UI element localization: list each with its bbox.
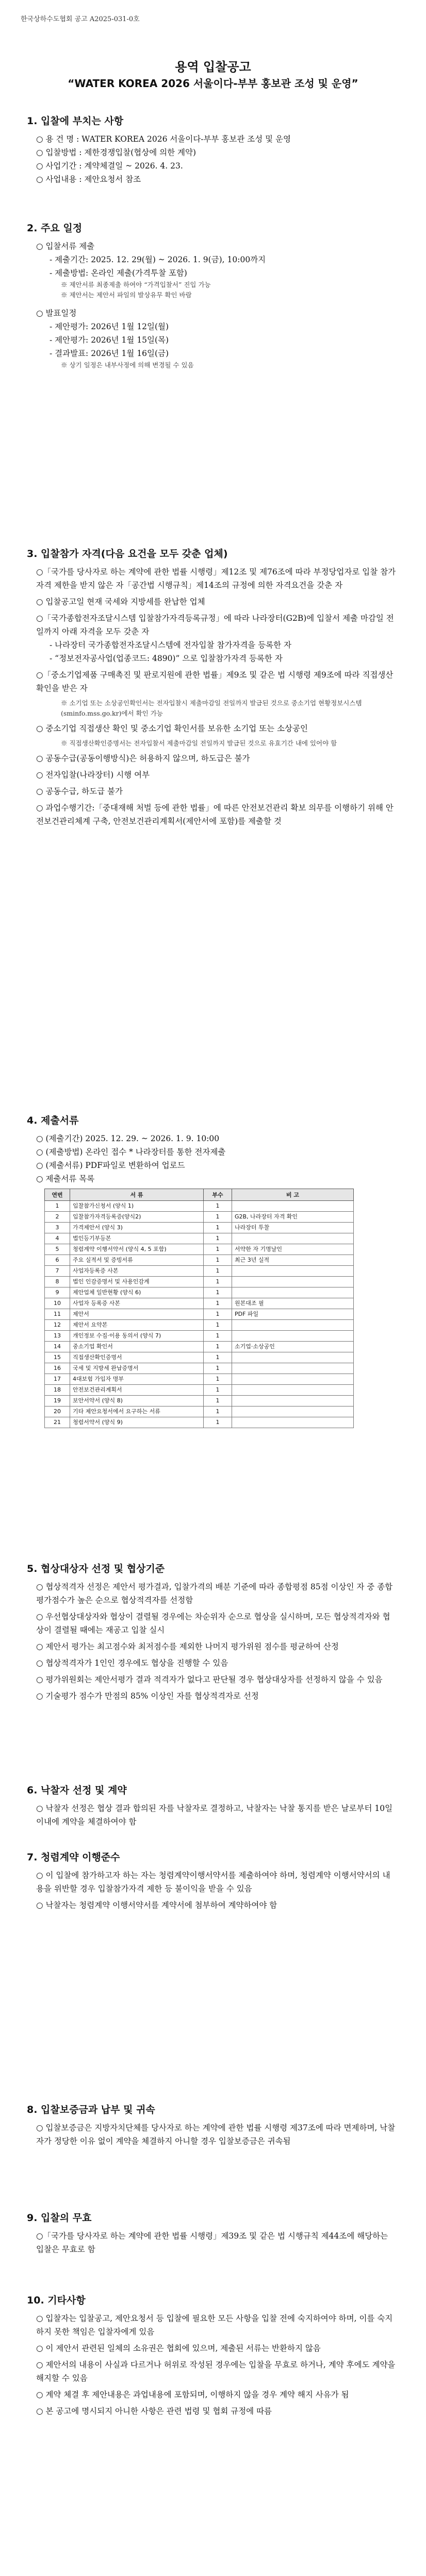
table-row <box>45 1287 354 1298</box>
col-header: 부수 <box>204 1189 232 1201</box>
table-cell: 16 <box>45 1363 70 1374</box>
s3-para: ○「국가를 당사자로 하는 계약에 관한 법률 시행령」제12조 및 제76조에 따라 부정당업자로 입찰 참가 자격 제한을 받지 않은 자「공간법 시행규칙」제14조의 규정에 의한 자격요건을 갖춘 자 <box>36 567 396 590</box>
section-3-heading: 3. 입찰참가 자격(다음 요건을 모두 갖춘 업체) <box>27 548 228 560</box>
section-9 <box>0 2210 426 2256</box>
table-cell: 원본대조 필 <box>232 1298 354 1309</box>
s5-para: ○ 제안서 평가는 최고점수와 최저점수를 제외한 나머지 평가위원 점수를 평균하여 산정 <box>36 1642 339 1651</box>
s2-item: - 제안평가: 2026년 1월 15일(목) <box>50 335 169 345</box>
table-cell <box>232 1374 354 1385</box>
s3-para: ○ 과업수행기간:「중대재해 처벌 등에 관한 법률」에 따른 안전보건관리 확보 의무를 이행하기 위해 안전보건관리체계 구축, 안전보건관리계획서(제안서에 포함)를 제출할 것 <box>36 803 394 826</box>
section-8 <box>0 2102 426 2148</box>
section-4-heading: 4. 제출서류 <box>27 1115 79 1126</box>
s2-item: - 결과발표: 2026년 1월 16일(금) <box>50 349 169 358</box>
table-cell: 10 <box>45 1298 70 1309</box>
table-cell: 1 <box>204 1352 232 1363</box>
section-10 <box>0 2293 426 2418</box>
s4-item: ○ (제출기간) 2025. 12. 29. ~ 2026. 1. 9. 10:00 <box>36 1134 220 1143</box>
table-cell: 사업자등록증 사본 <box>70 1266 204 1277</box>
table-row <box>45 1233 354 1244</box>
table-cell: 1 <box>204 1406 232 1417</box>
table-cell: 21 <box>45 1417 70 1428</box>
table-cell: 청렴계약 이행서약서 (양식 4, 5 포함) <box>70 1244 204 1255</box>
table-cell <box>232 1396 354 1406</box>
submission-table <box>44 1189 354 1428</box>
table-cell: 1 <box>204 1201 232 1212</box>
table-cell: 입찰참가자격등록증(양식2) <box>70 1212 204 1223</box>
table-cell: 1 <box>204 1266 232 1277</box>
section-2-heading: 2. 주요 일정 <box>27 223 83 234</box>
s1-item: ○ 입찰방법 : 제한경쟁입찰(협상에 의한 계약) <box>36 148 196 157</box>
table-cell: 법인 인감증명서 및 사용인감계 <box>70 1277 204 1287</box>
notice-title: 용역 입찰공고 <box>175 60 251 74</box>
table-cell <box>232 1266 354 1277</box>
table-cell <box>232 1385 354 1396</box>
table-cell: G2B, 나라장터 자격 확인 <box>232 1212 354 1223</box>
table-cell <box>232 1331 354 1342</box>
table-cell: 8 <box>45 1277 70 1287</box>
table-cell: 20 <box>45 1406 70 1417</box>
table-row <box>45 1244 354 1255</box>
table-cell: 18 <box>45 1385 70 1396</box>
table-row <box>45 1342 354 1352</box>
s4-item: ○ (제출방법) 온라인 접수 * 나라장터를 통한 전자제출 <box>36 1147 226 1157</box>
table-row <box>45 1223 354 1233</box>
s1-item: ○ 용 건 명 : WATER KOREA 2026 서울이다-부부 홍보관 조성 및 운영 <box>36 134 291 144</box>
section-4 <box>0 1113 426 1428</box>
table-cell: 3 <box>45 1223 70 1233</box>
s3-note: ※ 직접생산확인증명서는 전자입찰서 제출마감일 전일까지 발급된 것으로 유효기간 내에 있어야 함 <box>61 739 337 747</box>
table-row <box>45 1201 354 1212</box>
s6-para: ○ 낙찰자 선정은 협상 결과 합의된 자를 낙찰자로 결정하고, 낙찰자는 낙찰 통지를 받은 날로부터 10일 이내에 계약을 체결하여야 함 <box>36 1804 393 1826</box>
table-cell: 5 <box>45 1244 70 1255</box>
table-cell: 12 <box>45 1320 70 1331</box>
table-cell <box>232 1417 354 1428</box>
s7-para: ○ 낙찰자는 청렴계약 이행서약서를 계약서에 첨부하여 계약하여야 함 <box>36 1901 277 1910</box>
table-row <box>45 1396 354 1406</box>
table-cell <box>232 1233 354 1244</box>
table-cell: 1 <box>204 1298 232 1309</box>
table-cell: 2 <box>45 1212 70 1223</box>
table-cell: 중소기업 확인서 <box>70 1342 204 1352</box>
table-cell: 입찰참가신청서 (양식 1) <box>70 1201 204 1212</box>
section-1 <box>0 113 426 186</box>
table-row <box>45 1374 354 1385</box>
table-cell <box>232 1363 354 1374</box>
table-cell: 1 <box>204 1233 232 1244</box>
s9-para: ○「국가를 당사자로 하는 계약에 관한 법률 시행령」제39조 및 같은 법 시행규칙 제44조에 해당하는 입찰은 무효로 함 <box>36 2231 388 2254</box>
table-cell: 제안서 <box>70 1309 204 1320</box>
col-header: 연번 <box>45 1189 70 1201</box>
table-cell: 1 <box>204 1287 232 1298</box>
table-cell: 직접생산확인증명서 <box>70 1352 204 1363</box>
table-row <box>45 1320 354 1331</box>
section-5-heading: 5. 협상대상자 선정 및 협상기준 <box>27 1563 165 1574</box>
section-2 <box>0 221 426 370</box>
table-cell: 7 <box>45 1266 70 1277</box>
s10-para: ○ 계약 체결 후 제안내용은 과업내용에 포함되며, 이행하지 않을 경우 계약 해지 사유가 됨 <box>36 2390 349 2399</box>
table-cell: 9 <box>45 1287 70 1298</box>
table-cell <box>232 1201 354 1212</box>
table-cell: 가격제안서 (양식 3) <box>70 1223 204 1233</box>
s5-para: ○ 협상적격자가 1인인 경우에도 협상을 진행할 수 있음 <box>36 1658 228 1668</box>
table-cell: 1 <box>45 1201 70 1212</box>
table-row <box>45 1331 354 1342</box>
s2-item: - 제출방법: 온라인 제출(가격투찰 포함) <box>50 268 187 278</box>
table-row <box>45 1363 354 1374</box>
s3-note: ※ 소기업 또는 소상공인확인서는 전자입찰시 제출마감일 전일까지 발급된 것으로 중소기업 현황정보시스템(sminfo.mss.go.kr)에서 확인 가능 <box>61 699 362 717</box>
table-cell: 4 <box>45 1233 70 1244</box>
table-cell: 제안서 요약본 <box>70 1320 204 1331</box>
table-row <box>45 1266 354 1277</box>
table-row <box>45 1385 354 1396</box>
table-cell: 나라장터 투찰 <box>232 1223 354 1233</box>
table-cell: 1 <box>204 1331 232 1342</box>
s10-para: ○ 제안서의 내용이 사실과 다르거나 허위로 작성된 경우에는 입찰을 무효로 하거나, 계약 후에도 계약을 해지할 수 있음 <box>36 2360 396 2383</box>
table-cell: 기타 제안요청서에서 요구하는 서류 <box>70 1406 204 1417</box>
table-row <box>45 1298 354 1309</box>
s2-note: ※ 제안서는 제안서 파일의 발상유무 확인 바람 <box>61 291 192 299</box>
section-7 <box>0 1850 426 1912</box>
col-header: 비 고 <box>232 1189 354 1201</box>
s2-item: - 제안평가: 2026년 1월 12일(월) <box>50 322 169 331</box>
table-cell: 1 <box>204 1320 232 1331</box>
table-cell <box>232 1287 354 1298</box>
s3-para: ○ 공동수급, 하도급 불가 <box>36 787 123 796</box>
table-cell: 안전보건관리계획서 <box>70 1385 204 1396</box>
table-cell: 주요 실적서 및 증빙서류 <box>70 1255 204 1266</box>
table-cell <box>232 1320 354 1331</box>
table-cell: 19 <box>45 1396 70 1406</box>
s1-item: ○ 사업기간 : 계약체결일 ~ 2026. 4. 23. <box>36 161 183 171</box>
s2-note: ※ 제안서류 최종제출 하여야 “가격입찰서” 진입 가능 <box>61 281 211 289</box>
s5-para: ○ 우선협상대상자와 협상이 결렬될 경우에는 차순위자 순으로 협상을 실시하며, 모든 협상적격자와 협상이 결렬될 때에는 재공고 입찰 실시 <box>36 1612 390 1635</box>
table-row <box>45 1212 354 1223</box>
section-7-heading: 7. 청렴계약 이행준수 <box>27 1852 120 1863</box>
table-cell: 보안서약서 (양식 8) <box>70 1396 204 1406</box>
table-cell: 1 <box>204 1244 232 1255</box>
s10-para: ○ 이 제안서 관련된 일체의 소유권은 협회에 있으며, 제출된 서류는 반환하지 않음 <box>36 2344 321 2353</box>
s4-item: ○ (제출서류) PDF파일로 변환하여 업로드 <box>36 1161 185 1170</box>
table-cell: 17 <box>45 1374 70 1385</box>
s3-para: ○ 입찰공고일 현재 국세와 지방세를 완납한 업체 <box>36 597 205 606</box>
table-cell: PDF 파일 <box>232 1309 354 1320</box>
table-cell: 1 <box>204 1309 232 1320</box>
table-cell: 개인정보 수집·이용 동의서 (양식 7) <box>70 1331 204 1342</box>
s4-item: ○ 제출서류 목록 <box>36 1174 95 1183</box>
table-cell: 청렴서약서 (양식 9) <box>70 1417 204 1428</box>
notice-subtitle: “WATER KOREA 2026 서울이다-부부 홍보관 조성 및 운영” <box>68 77 358 90</box>
table-row <box>45 1406 354 1417</box>
s3-para: ○「국가종합전자조달시스템 입찰참가자격등록규정」에 따라 나라장터(G2B)에 입찰서 제출 마감일 전일까지 아래 자격을 모두 갖춘 자 <box>36 614 394 636</box>
table-cell: 1 <box>204 1374 232 1385</box>
table-cell: 1 <box>204 1255 232 1266</box>
section-1-heading: 1. 입찰에 부치는 사항 <box>27 115 124 127</box>
section-3 <box>0 546 426 828</box>
s5-para: ○ 평가위원회는 제안서평가 결과 적격자가 없다고 판단될 경우 협상대상자를 선정하지 않을 수 있음 <box>36 1675 383 1684</box>
table-cell: 15 <box>45 1352 70 1363</box>
s2-subtitle: ○ 발표일정 <box>36 309 77 318</box>
section-8-heading: 8. 입찰보증금과 납부 및 귀속 <box>27 2104 155 2115</box>
table-cell: 11 <box>45 1309 70 1320</box>
table-row <box>45 1309 354 1320</box>
table-cell: 1 <box>204 1212 232 1223</box>
table-cell: 국세 및 지방세 완납증명서 <box>70 1363 204 1374</box>
table-row <box>45 1352 354 1363</box>
table-cell <box>232 1277 354 1287</box>
section-6-heading: 6. 낙찰자 선정 및 계약 <box>27 1785 127 1796</box>
table-cell: 제안업체 일반현황 (양식 6) <box>70 1287 204 1298</box>
table-cell: 1 <box>204 1385 232 1396</box>
table-cell: 1 <box>204 1396 232 1406</box>
section-10-heading: 10. 기타사항 <box>27 2295 86 2306</box>
s8-para: ○ 입찰보증금은 지방자치단체를 당사자로 하는 계약에 관한 법률 시행령 제37조에 따라 면제하며, 낙찰자가 정당한 이유 없이 계약을 체결하지 아니할 경우 입찰보증금은 귀속됨 <box>36 2123 396 2146</box>
s7-para: ○ 이 입찰에 참가하고자 하는 자는 청렴계약이행서약서를 제출하여야 하며, 청렴계약 이행서약서의 내용을 위반할 경우 입찰참가자격 제한 등 불이익을 받을 수 있음 <box>36 1871 390 1893</box>
table-cell: 1 <box>204 1342 232 1352</box>
table-cell: 법인등기부등본 <box>70 1233 204 1244</box>
s2-item: - 제출기간: 2025. 12. 29(월) ~ 2026. 1. 9(금), 10:00까지 <box>50 255 266 264</box>
s3-para: - 나라장터 국가종합전자조달시스템에 전자입찰 참가자격을 등록한 자 <box>50 640 292 650</box>
table-cell: 4대보험 가입자 명부 <box>70 1374 204 1385</box>
table-cell <box>232 1406 354 1417</box>
table-cell: 1 <box>204 1277 232 1287</box>
s3-para: ○ 전자입찰(나라장터) 시행 여부 <box>36 770 150 779</box>
section-6 <box>0 1783 426 1828</box>
table-row <box>45 1277 354 1287</box>
s3-para: ○ 공동수급(공동이행방식)은 허용하지 않으며, 하도급은 불가 <box>36 754 250 763</box>
table-cell: 6 <box>45 1255 70 1266</box>
s3-para: ○ 중소기업 직접생산 확인 및 중소기업 확인서를 보유한 소기업 또는 소상공인 <box>36 724 308 733</box>
table-cell: 사업자 등록증 사본 <box>70 1298 204 1309</box>
table-row <box>45 1417 354 1428</box>
s3-para: - “정보전자공사업(업종코드: 4890)” 으로 입찰참가자격 등록한 자 <box>50 654 283 663</box>
col-header: 서 류 <box>70 1189 204 1201</box>
s10-para: ○ 입찰자는 입찰공고, 제안요청서 등 입찰에 필요한 모든 사항을 입찰 전에 숙지하여야 하며, 이를 숙지하지 못한 책임은 입찰자에게 있음 <box>36 2314 393 2336</box>
section-9-heading: 9. 입찰의 무효 <box>27 2212 92 2224</box>
notice-number: 한국상하수도협회 공고 A2025-031-0호 <box>21 15 140 23</box>
table-cell <box>232 1352 354 1363</box>
table-cell: 서약한 자 기명날인 <box>232 1244 354 1255</box>
table-cell: 최근 3년 실적 <box>232 1255 354 1266</box>
table-cell: 소기업·소상공인 <box>232 1342 354 1352</box>
table-cell: 14 <box>45 1342 70 1352</box>
s10-para: ○ 본 공고에 명시되지 아니한 사항은 관련 법령 및 협회 규정에 따름 <box>36 2406 272 2416</box>
s5-para: ○ 협상적격자 선정은 제안서 평가결과, 입찰가격의 배분 기준에 따라 종합평점 85점 이상인 자 중 종합평가점수가 높은 순으로 협상적격자를 선정함 <box>36 1582 393 1605</box>
s2-subtitle: ○ 입찰서류 제출 <box>36 242 95 251</box>
table-cell: 1 <box>204 1363 232 1374</box>
table-row <box>45 1255 354 1266</box>
table-cell: 1 <box>204 1417 232 1428</box>
table-cell: 1 <box>204 1223 232 1233</box>
s2-note: ※ 상기 일정은 내부사정에 의해 변경될 수 있음 <box>61 361 194 369</box>
s3-para: ○「중소기업제품 구매촉진 및 판로지원에 관한 법률」제9조 및 같은 법 시행령 제9조에 따라 직접생산 확인을 받은 자 <box>36 670 394 693</box>
section-5 <box>0 1561 426 1703</box>
s5-para: ○ 기술평가 점수가 만점의 85% 이상인 자를 협상적격자로 선정 <box>36 1691 259 1701</box>
table-cell: 13 <box>45 1331 70 1342</box>
s1-item: ○ 사업내용 : 제안요청서 참조 <box>36 175 141 184</box>
